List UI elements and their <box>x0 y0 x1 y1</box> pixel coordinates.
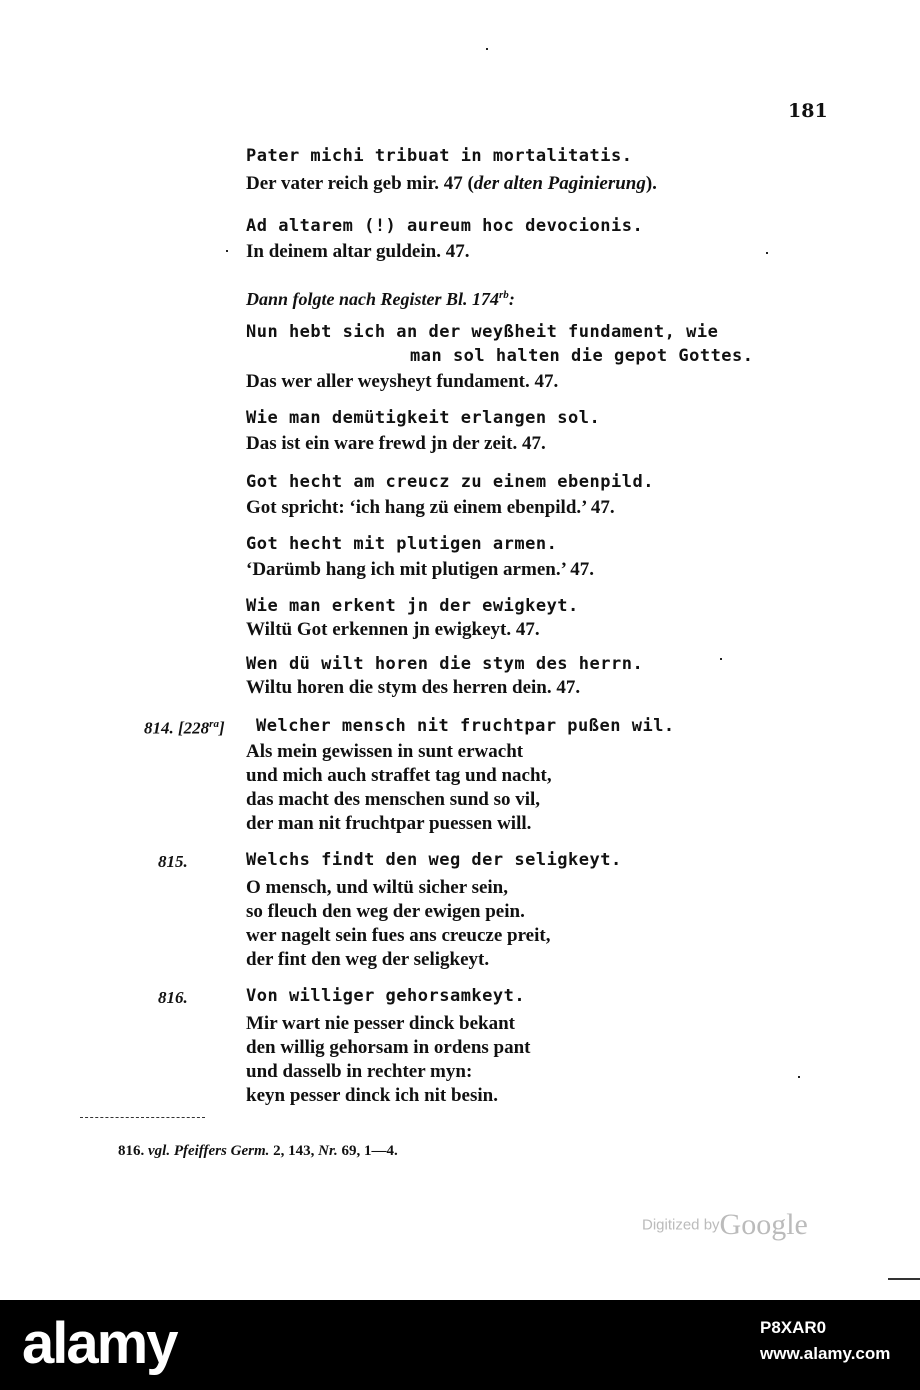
text-line: Der vater reich geb mir. 47 (der alten Paginierung). <box>246 173 657 194</box>
entry-heading: Pater michi tribuat in mortalitatis. <box>246 146 633 166</box>
text-line: keyn pesser dinck ich nit besin. <box>246 1085 498 1106</box>
text-line: Got spricht: ‘ich hang zü einem ebenpild.’ 47. <box>246 497 615 518</box>
footnote-rule <box>80 1117 205 1118</box>
watermark-prefix: Digitized by <box>642 1216 720 1234</box>
entry-heading: Wie man demütigkeit erlangen sol. <box>246 408 601 428</box>
text-line: Wiltü Got erkennen jn ewigkeyt. 47. <box>246 619 540 640</box>
footnote: 816. vgl. Pfeiffers Germ. 2, 143, Nr. 69, 1—4. <box>118 1143 398 1159</box>
text-line: den willig gehorsam in ordens pant <box>246 1037 531 1058</box>
banner-url: www.alamy.com <box>760 1344 891 1363</box>
entry-number: 816. <box>158 988 188 1007</box>
text-line: O mensch, und wiltü sicher sein, <box>246 877 508 898</box>
text-line: wer nagelt sein fues ans creucze preit, <box>246 925 551 946</box>
text-line: In deinem altar guldein. 47. <box>246 241 470 262</box>
entry-heading: Ad altarem (!) aureum hoc devocionis. <box>246 216 644 236</box>
text-line: Als mein gewissen in sunt erwacht <box>246 741 524 762</box>
speck <box>486 48 488 50</box>
text-line: der fint den weg der seligkeyt. <box>246 949 490 970</box>
text-line: und dasselb in rechter myn: <box>246 1061 473 1082</box>
speck <box>798 1076 800 1078</box>
banner-image-id: P8XAR0 <box>760 1318 827 1337</box>
google-watermark <box>642 1208 808 1242</box>
entry-heading: Von williger gehorsamkeyt. <box>246 986 526 1006</box>
text-line: das macht des menschen sund so vil, <box>246 789 541 810</box>
entry-number: 815. <box>158 852 188 871</box>
text-line: und mich auch straffet tag und nacht, <box>246 765 552 786</box>
speck <box>720 658 722 660</box>
speck <box>766 252 768 254</box>
text-line: Mir wart nie pesser dinck bekant <box>246 1013 515 1034</box>
text-line: ‘Darümb hang ich mit plutigen armen.’ 47. <box>246 559 594 580</box>
entry-heading: Got hecht am creucz zu einem ebenpild. <box>246 472 654 492</box>
entry-heading: Wie man erkent jn der ewigkeyt. <box>246 596 579 616</box>
text-line: Das ist ein ware frewd jn der zeit. 47. <box>246 433 546 454</box>
text-line: Das wer aller weysheyt fundament. 47. <box>246 371 559 392</box>
watermark-brand: Google <box>719 1208 808 1241</box>
entry-heading: Welchs findt den weg der seligkeyt. <box>246 850 622 870</box>
page-edge-mark <box>888 1278 920 1280</box>
speck <box>226 250 228 252</box>
banner-brand: alamy <box>22 1311 177 1376</box>
entry-heading: Nun hebt sich an der weyßheit fundament, wie <box>246 322 719 342</box>
text-line: so fleuch den weg der ewigen pein. <box>246 901 525 922</box>
text-line: Dann folgte nach Register Bl. $174^{rb}$: <box>246 289 515 309</box>
page-number: 181 <box>788 100 828 122</box>
entry-heading: man sol halten die gepot Gottes. <box>410 346 754 366</box>
entry-number: 814. $[228^{ra}]$ <box>144 718 225 738</box>
entry-heading: Welcher mensch nit fruchtpar pußen wil. <box>256 716 675 736</box>
text-line: Wiltu horen die stym des herren dein. 47. <box>246 677 581 698</box>
entry-heading: Got hecht mit plutigen armen. <box>246 534 558 554</box>
entry-heading: Wen dü wilt horen die stym des herrn. <box>246 654 644 674</box>
text-line: der man nit fruchtpar puessen will. <box>246 813 532 834</box>
